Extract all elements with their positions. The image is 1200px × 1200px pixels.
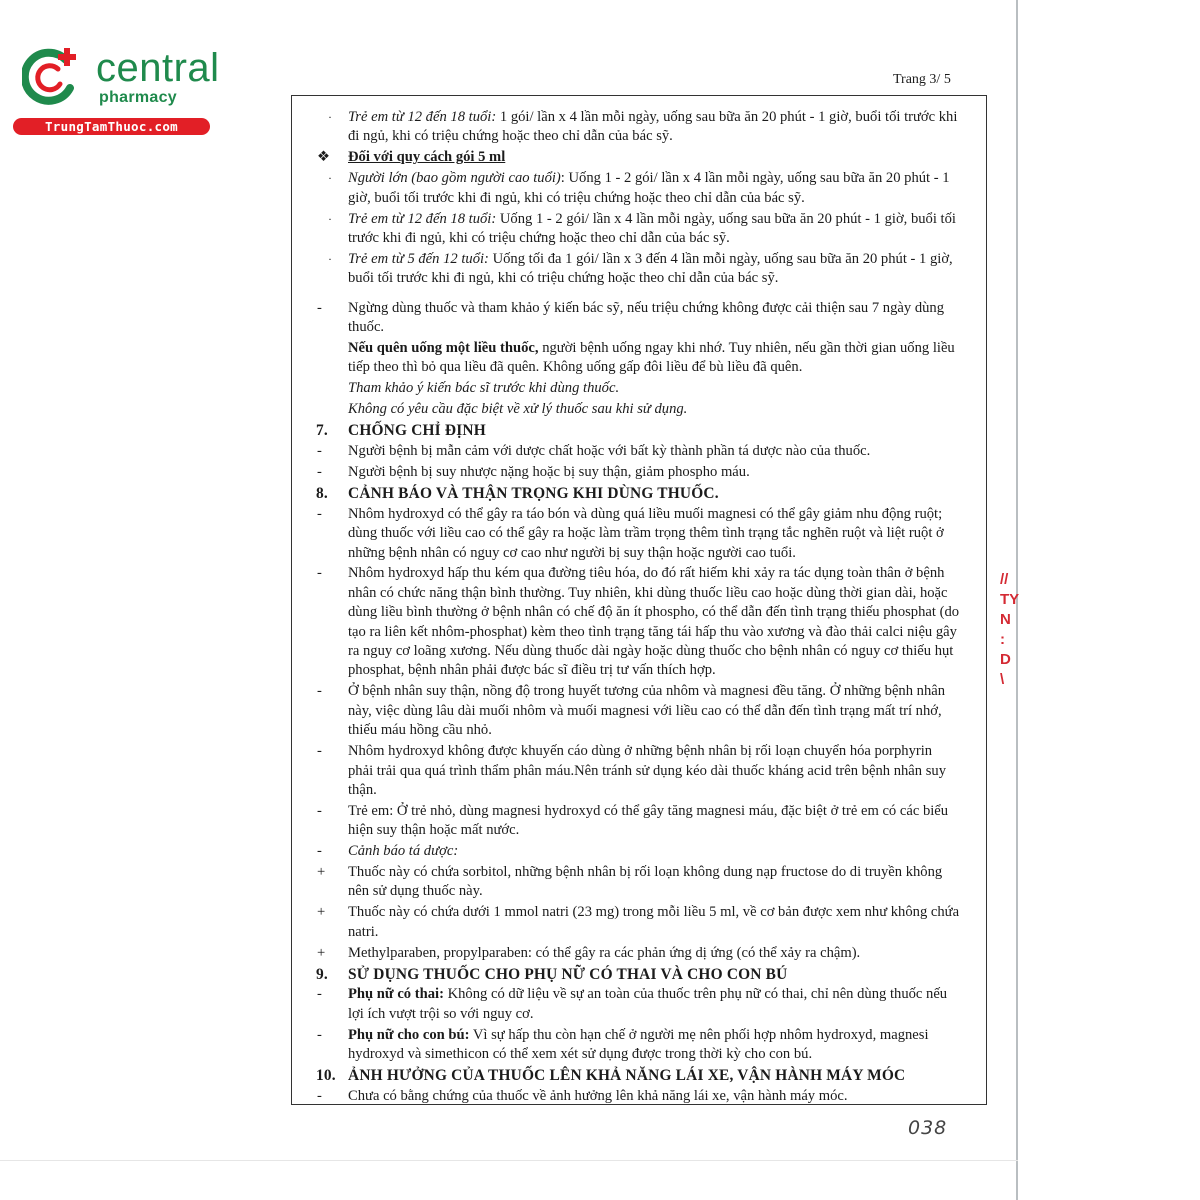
pregnancy-item: - Phụ nữ có thai: Không có dữ liệu về sự an toàn của thuốc trên phụ nữ có thai, chỉ nên dùng thuốc nếu lợi ích vượt trội so với nguy cơ. xyxy=(317,986,948,1022)
dash-bullet-icon: - xyxy=(317,802,322,819)
dash-bullet-icon: - xyxy=(317,1026,322,1043)
document-frame xyxy=(291,95,987,1105)
pharmacy-cross-logo-icon xyxy=(22,46,82,106)
dash-bullet-icon: - xyxy=(317,743,322,760)
plus-bullet-icon: + xyxy=(317,864,326,881)
consult-note: Tham khảo ý kiến bác sĩ trước khi dùng thuốc. xyxy=(348,380,620,397)
excipient-warning-label: - Cảnh báo tá dược: xyxy=(292,842,986,861)
section-8-heading: 8. CẢNH BÁO VÀ THẬN TRỌNG KHI DÙNG THUỐC. xyxy=(316,484,719,502)
dash-bullet-icon: - xyxy=(317,986,322,1003)
contraindication-item: - Người bệnh bị mẫn cảm với dược chất hoặc với bất kỳ thành phần tá dược nào của thuốc. xyxy=(292,442,986,461)
subheading-5ml: ❖ Đối với quy cách gói 5 ml xyxy=(292,148,986,167)
dash-bullet-icon: - xyxy=(317,463,322,480)
driving-item: - Chưa có bằng chứng của thuốc về ảnh hưởng lên khả năng lái xe, vận hành máy móc. xyxy=(292,1087,986,1106)
section-7-heading: 7. CHỐNG CHỈ ĐỊNH xyxy=(316,422,486,440)
plus-bullet-icon: + xyxy=(317,904,326,921)
logo-site-link[interactable]: TrungTamThuoc.com xyxy=(13,118,210,135)
section-10-heading: 10. ẢNH HƯỞNG CỦA THUỐC LÊN KHẢ NĂNG LÁI XE, VẬN HÀNH MÁY MÓC xyxy=(316,1067,906,1085)
logo-sub: pharmacy xyxy=(99,89,177,106)
central-pharmacy-logo xyxy=(10,38,220,138)
plus-bullet-icon: + xyxy=(317,944,326,961)
excipient-item: + Thuốc này có chứa dưới 1 mmol natri (23 mg) trong mỗi liều 5 ml, về cơ bản được xem như không chứa natri. xyxy=(317,904,960,940)
warning-item: - Trẻ em: Ở trẻ nhỏ, dùng magnesi hydroxyd có thể gây tăng magnesi máu, đặc biệt ở trẻ em có các biểu hiện suy thận hoặc mất nước. xyxy=(317,802,949,839)
contraindication-item: - Người bệnh bị suy nhược nặng hoặc bị suy thận, giảm phospho máu. xyxy=(292,463,986,482)
missed-dose-note: Nếu quên uống một liều thuốc, người bệnh uống ngay khi nhớ. Tuy nhiên, nếu gần thời gian uống liều tiếp theo thì bỏ qua liều đã quên. Không uống gấp đôi liều để bù liều đã quên. xyxy=(348,339,955,376)
dash-bullet-icon: - xyxy=(317,443,322,459)
handwritten-page-number: 038 xyxy=(908,1117,948,1139)
dash-bullet-icon: - xyxy=(317,683,322,700)
dosage-item-children-5-12: · Trẻ em từ 5 đến 12 tuổi: Uống tối đa 1 gói/ lần x 3 đến 4 lần mỗi ngày, uống sau bữa ăn 20 phút - 1 giờ, buổi tối trước khi đi ngủ, khi có triệu chứng hoặc theo chỉ dẫn của bác sỹ. xyxy=(328,250,953,287)
page-number: Trang 3/ 5 xyxy=(893,72,951,87)
disposal-note: Không có yêu cầu đặc biệt về xử lý thuốc sau khi sử dụng. xyxy=(348,401,688,418)
excipient-item: + Thuốc này có chứa sorbitol, những bệnh nhân bị rối loạn không dung nạp fructose do di truyền không nên sử dụng thuốc này. xyxy=(317,864,943,900)
bullet-dot-icon: · xyxy=(328,251,332,266)
dash-bullet-icon: - xyxy=(317,299,322,316)
dash-bullet-icon: - xyxy=(317,505,322,522)
dash-bullet-icon: - xyxy=(317,843,322,860)
warning-item: - Nhôm hydroxyd hấp thu kém qua đường tiêu hóa, do đó rất hiếm khi xảy ra tác dụng toàn thân ở bệnh nhân có chức năng thận bình thường. Tuy nhiên, khi dùng thuốc liều cao hoặc dùng thời gian dài, hoặc dùng liều bình thường ở bệnh nhân có chế độ ăn ít phospho, có thể dẫn đến tình trạng thiếu phosphat (do tạo ra liên kết nhôm-phosphat) kèm theo tình trạng tăng tái hấp thu vào xương và đào thải calci niệu gây ra nguy cơ loãng xương. Nếu dùng thuốc dài ngày hoặc dùng thuốc cho bệnh nhân có nguy cơ thiếu hụt phosphat, bệnh nhân phải được bác sĩ điều trị tư vấn thích hợp. xyxy=(317,565,960,679)
bullet-dot-icon: · xyxy=(328,171,332,186)
page-bottom-line xyxy=(0,1160,1018,1161)
bullet-dot-icon: · xyxy=(328,211,332,226)
dosage-item-children-12-18-sachet: · Trẻ em từ 12 đến 18 tuổi: 1 gói/ lần x 4 lần mỗi ngày, uống sau bữa ăn 20 phút - 1 giờ, buổi tối trước khi đi ngủ, khi có triệu chứng hoặc theo chỉ dẫn của bác sỹ. xyxy=(328,109,958,145)
logo-brand: central xyxy=(96,46,220,90)
breastfeeding-item: - Phụ nữ cho con bú: Vì sự hấp thu còn hạn chế ở người mẹ nên phối hợp nhôm hydroxyd, magnesi hydroxyd và simethicon có thể xem xét sử dụng được trong thời kỳ cho con bú. xyxy=(317,1026,929,1063)
dash-bullet-icon: - xyxy=(317,1088,322,1104)
warning-item: - Nhôm hydroxyd không được khuyến cáo dùng ở những bệnh nhân bị rối loạn chuyển hóa porphyrin phải trải qua quá trình thẩm phân máu.Nên tránh sử dụng kéo dài thuốc kháng acid trên bệnh nhân suy thận. xyxy=(317,743,946,798)
red-stamp-fragment: // TY N : D \ xyxy=(1000,571,1020,688)
dosage-item-children-12-18: · Trẻ em từ 12 đến 18 tuổi: Uống 1 - 2 gói/ lần x 4 lần mỗi ngày, uống sau bữa ăn 20 phút - 1 giờ, buổi tối trước khi đi ngủ, khi có triệu chứng hoặc theo chỉ dẫn của bác sỹ. xyxy=(328,210,956,246)
bullet-dot-icon: · xyxy=(328,110,332,124)
section-9-heading: 9. SỬ DỤNG THUỐC CHO PHỤ NỮ CÓ THAI VÀ CHO CON BÚ xyxy=(316,965,788,983)
warning-item: - Nhôm hydroxyd có thể gây ra táo bón và dùng quá liều muối magnesi có thể gây giảm nhu động ruột; dùng thuốc với liều cao có thể gây ra hoặc làm trầm trọng thêm tình trạng tắc nghẽn ruột và liệt ruột ở những bệnh nhân có nguy cơ cao như người bị suy thận hoặc người cao tuổi. xyxy=(317,505,944,561)
diamond-bullet-icon: ❖ xyxy=(317,149,331,166)
stop-usage-note: - Ngừng dùng thuốc và tham khảo ý kiến bác sỹ, nếu triệu chứng không được cải thiện sau 7 ngày dùng thuốc. xyxy=(317,299,945,336)
excipient-item: + Methylparaben, propylparaben: có thể gây ra các phản ứng dị ứng (có thể xảy ra chậm). xyxy=(292,944,986,963)
warning-item: - Ở bệnh nhân suy thận, nồng độ trong huyết tương của nhôm và magnesi đều tăng. Ở những bệnh nhân này, việc dùng lâu dài muối nhôm và muối magnesi với liều cao có thể dẫn đến tình trạng mất trí nhớ, thiếu máu hồng cầu nhỏ. xyxy=(317,683,946,739)
dash-bullet-icon: - xyxy=(317,565,322,582)
dosage-item-adults: · Người lớn (bao gồm người cao tuổi): Uống 1 - 2 gói/ lần x 4 lần mỗi ngày, uống sau bữa ăn 20 phút - 1 giờ, buổi tối trước khi đi ngủ, khi có triệu chứng hoặc theo chỉ dẫn của bác sỹ. xyxy=(328,170,950,206)
